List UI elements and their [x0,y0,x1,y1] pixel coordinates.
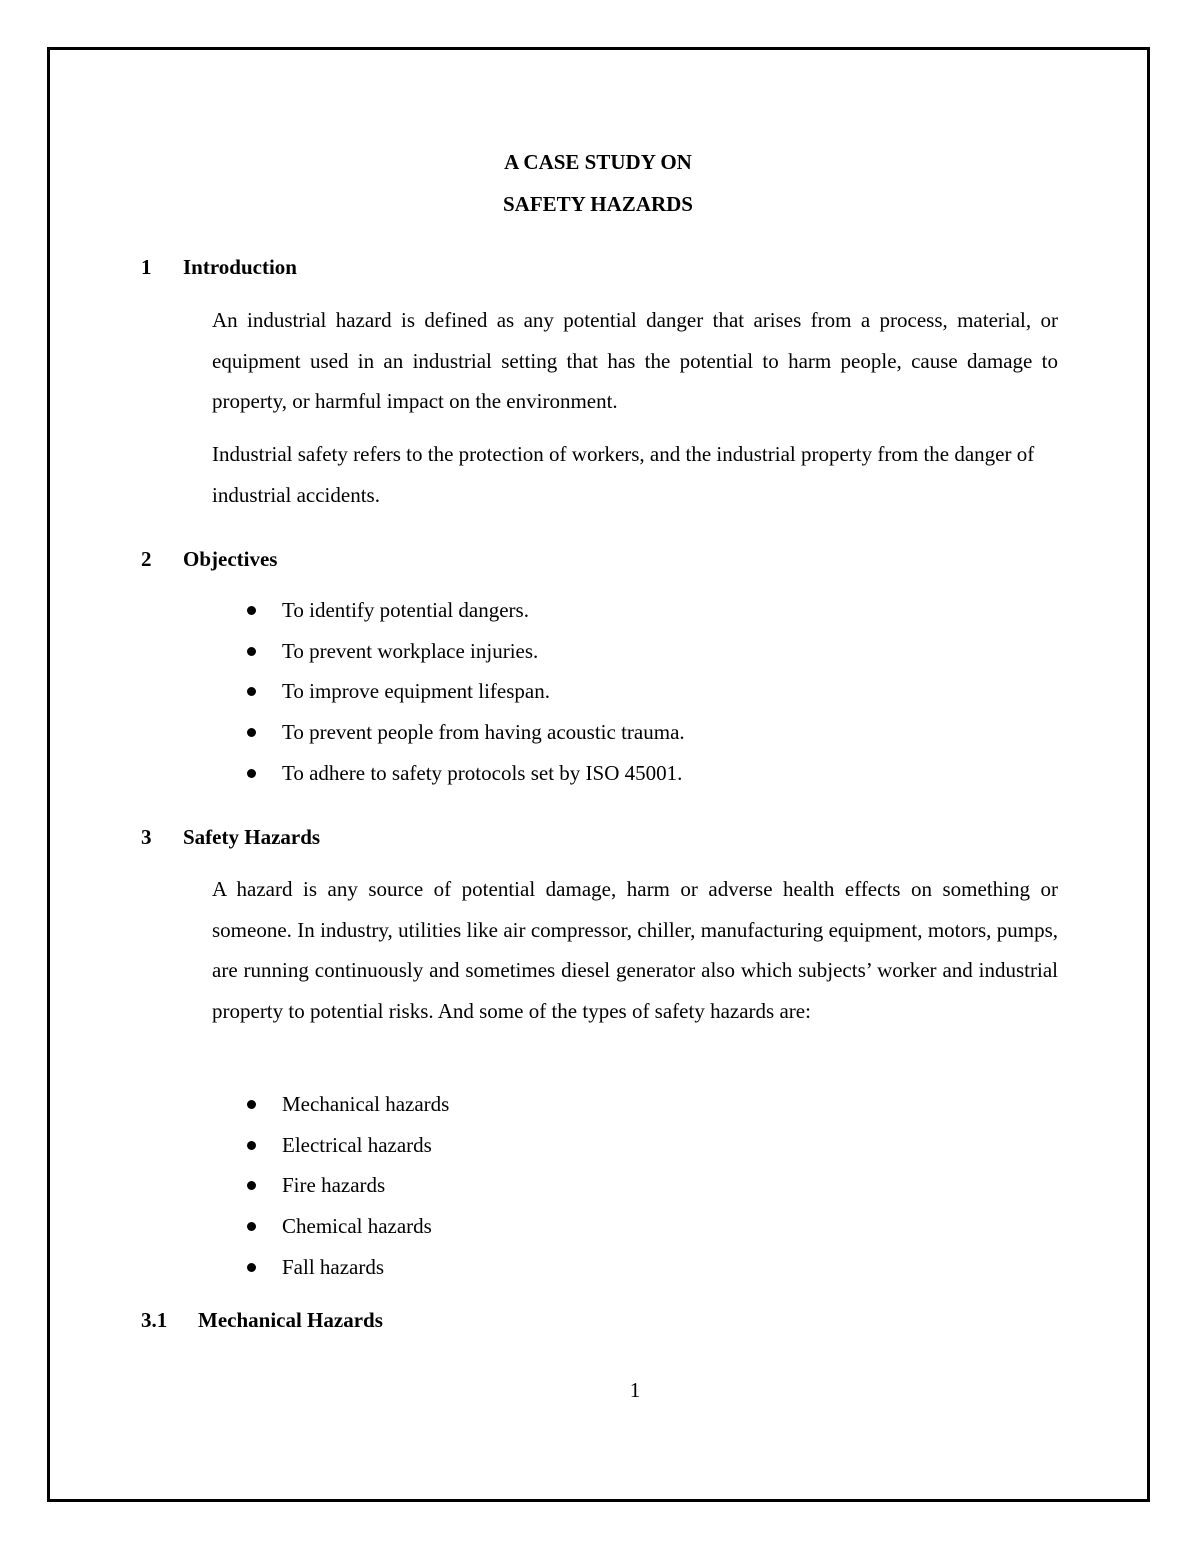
bullet-icon [247,1100,256,1109]
list-item: Fire hazards [212,1165,449,1206]
list-item: Fall hazards [212,1247,449,1288]
objectives-list [212,590,685,793]
section-number: 3.1 [141,1308,168,1332]
section-heading-objectives [141,547,277,572]
list-item: Chemical hazards [212,1206,449,1247]
document-title-line-2: SAFETY HAZARDS [502,192,693,216]
section-heading-mechanical-hazards [141,1308,383,1333]
bullet-icon [247,769,256,778]
bullet-icon [247,728,256,737]
page-number: 1 [629,1378,641,1402]
list-item: To improve equipment lifespan. [212,671,685,712]
section-title: Safety Hazards [183,825,321,849]
bullet-icon [247,1141,256,1150]
bullet-icon [247,1222,256,1231]
hazard-types-list [212,1084,449,1287]
section-number: 2 [141,547,152,571]
section-number: 1 [141,255,152,279]
section-heading-safety-hazards [141,825,320,850]
introduction-paragraph-2: Industrial safety refers to the protection of workers, and the industrial property from the danger of industrial accidents. [212,442,1035,507]
section-heading-introduction [141,255,297,280]
introduction-paragraph-1: An industrial hazard is defined as any potential danger that arises from a process, material, or equipment used in an industrial setting that has the potential to harm people, cause damage to property, or harmful impact on the environment. [212,308,1058,414]
bullet-icon [247,647,256,656]
section-title: Objectives [183,547,278,571]
list-item: To adhere to safety protocols set by ISO 45001. [212,753,685,794]
list-item: Mechanical hazards [212,1084,449,1125]
list-item: Electrical hazards [212,1125,449,1166]
list-item: To identify potential dangers. [212,590,685,631]
document-title-line-1: A CASE STUDY ON [504,150,692,174]
bullet-icon [247,1181,256,1190]
bullet-icon [247,606,256,615]
section-title: Introduction [183,255,297,279]
list-item: To prevent people from having acoustic trauma. [212,712,685,753]
section-number: 3 [141,825,152,849]
section-title: Mechanical Hazards [198,1308,383,1332]
list-item: To prevent workplace injuries. [212,631,685,672]
safety-hazards-paragraph: A hazard is any source of potential damage, harm or adverse health effects on something or someone. In industry, utilities like air compressor, chiller, manufacturing equipment, motors, pumps, are running continuously and sometimes diesel generator also which subjects’ worker and industrial property to potential risks. And some of the types of safety hazards are: [212,877,1058,1024]
bullet-icon [247,1263,256,1272]
bullet-icon [247,687,256,696]
